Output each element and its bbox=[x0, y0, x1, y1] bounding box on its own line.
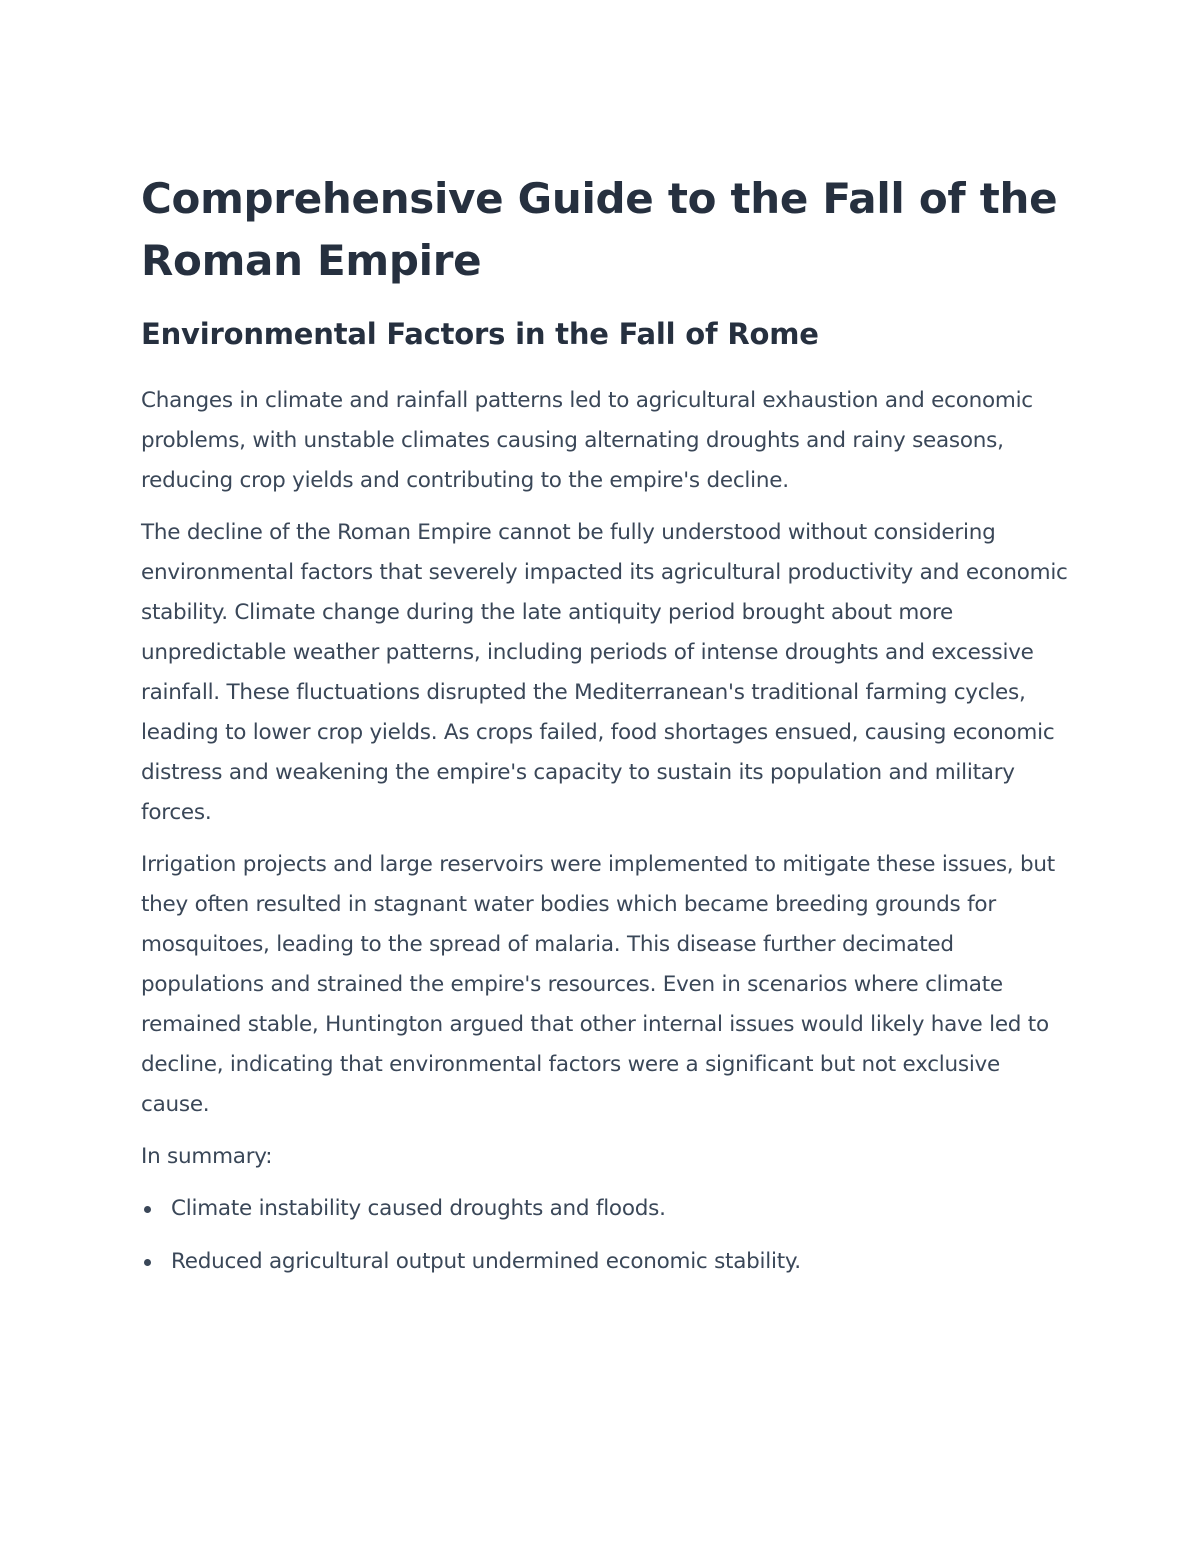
list-item-text: Climate instability caused droughts and floods. bbox=[171, 1196, 666, 1221]
section-heading: Environmental Factors in the Fall of Rome bbox=[141, 317, 819, 351]
paragraph-3: Irrigation projects and large reservoirs were implemented to mitigate these issues, but they often resulted in stagnant water bodies which became breeding grounds for mosquitoes, leading to the spread of malaria. This disease further decimated populations and strained the empire's resources. Even in scenarios where climate remained stable, Huntington argued that other internal issues would likely have led to decline, indicating that environmental factors were a significant but not exclusive cause. bbox=[141, 852, 1055, 1117]
bullet-icon bbox=[144, 1206, 151, 1213]
document-page bbox=[141, 168, 1071, 1295]
list-item bbox=[141, 1189, 1071, 1229]
bullet-icon bbox=[144, 1259, 151, 1266]
paragraph-2: The decline of the Roman Empire cannot be fully understood without considering environmental factors that severely impacted its agricultural productivity and economic stability. Climate change during the late antiquity period brought about more unpredictable weather patterns, including periods of intense droughts and excessive rainfall. These fluctuations disrupted the Mediterranean's traditional farming cycles, leading to lower crop yields. As crops failed, food shortages ensued, causing economic distress and weakening the empire's capacity to sustain its population and military forces. bbox=[141, 520, 1068, 825]
summary-intro: In summary: bbox=[141, 1144, 273, 1169]
document-title: Comprehensive Guide to the Fall of the Roman Empire bbox=[141, 174, 1058, 285]
list-item-text: Reduced agricultural output undermined economic stability. bbox=[171, 1249, 801, 1274]
paragraph-1: Changes in climate and rainfall patterns led to agricultural exhaustion and economic problems, with unstable climates causing alternating droughts and rainy seasons, reducing crop yields and contributing to the empire's decline. bbox=[141, 388, 1033, 493]
summary-list bbox=[141, 1189, 1071, 1282]
list-item bbox=[141, 1242, 1071, 1282]
